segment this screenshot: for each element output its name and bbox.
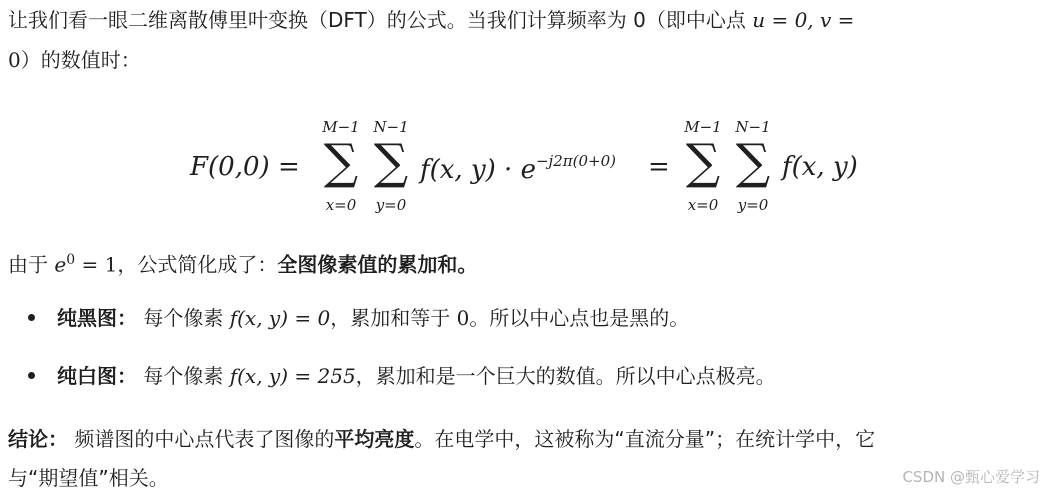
bullet-text-2: ，累加和是一个巨大的数值。所以中心点极亮。 xyxy=(355,364,776,388)
simplify-math-exp: 0 xyxy=(66,252,76,268)
formula-equals: = xyxy=(648,152,670,182)
conclusion-text: 频谱图的中心点代表了图像的 xyxy=(68,427,335,451)
bullet-math: f(x, y) = 255 xyxy=(229,364,356,388)
sum-y-2-upper: N−1 xyxy=(735,118,771,136)
formula-term-1 xyxy=(420,152,616,185)
sigma-symbol: ∑ xyxy=(735,134,771,190)
sigma-symbol: ∑ xyxy=(323,134,359,190)
bullet-math: f(x, y) = 0 xyxy=(229,306,331,330)
formula-lhs: F(0,0) = xyxy=(190,152,300,182)
conclusion-label: 结论： xyxy=(8,427,68,451)
sum-x-2 xyxy=(678,118,728,214)
formula-term-2: f(x, y) xyxy=(782,152,858,182)
bullet-label: 纯黑图： xyxy=(57,306,137,330)
sum-x-2-upper: M−1 xyxy=(684,118,722,136)
list-item xyxy=(28,304,689,332)
bullet-text-3: 。所以中心点也是黑的。 xyxy=(469,306,690,330)
bullet-text: 每个像素 xyxy=(137,364,230,388)
bullet-dot xyxy=(28,314,35,321)
conclusion-line-1 xyxy=(8,425,875,453)
sum-y-2 xyxy=(728,118,778,214)
intro-math-zero: 0 xyxy=(8,48,21,72)
sum-y-1-upper: N−1 xyxy=(373,118,409,136)
bullet-text: 每个像素 xyxy=(137,306,230,330)
bullet-dot xyxy=(28,372,35,379)
simplify-math-e: e xyxy=(54,252,67,277)
sum-x-1-upper: M−1 xyxy=(322,118,360,136)
intro-math-uv: u = 0, v = xyxy=(752,8,855,32)
sum-y-1 xyxy=(366,118,416,214)
sum-x-2-lower: x=0 xyxy=(687,196,719,214)
sum-y-1-lower: y=0 xyxy=(375,196,407,214)
intro-text-end: ）的数值时： xyxy=(20,48,141,72)
intro-line-1 xyxy=(8,6,854,34)
simplify-text: 由于 xyxy=(8,252,55,277)
formula-fxy-exp: f(x, y) · e xyxy=(420,155,536,185)
conclusion-text-2: 。在电学中，这被称为“直流分量”；在统计学中，它 xyxy=(414,427,876,451)
intro-line-2 xyxy=(8,46,141,74)
simplify-line xyxy=(8,246,477,279)
sum-x-1 xyxy=(316,118,366,214)
formula-exponent: −j2π(0+0) xyxy=(535,152,616,170)
csdn-watermark: CSDN @甄心爱学习 xyxy=(902,468,1040,486)
simplify-bold: 全图像素值的累加和。 xyxy=(277,252,478,277)
sigma-symbol: ∑ xyxy=(685,134,721,190)
sigma-symbol: ∑ xyxy=(373,134,409,190)
simplify-text-2: ，公式简化成了： xyxy=(117,252,278,277)
simplify-math-eq: = 1 xyxy=(75,252,118,277)
intro-text: 让我们看一眼二维离散傅里叶变换（DFT）的公式。当我们计算频率为 0（即中心点 xyxy=(8,8,753,32)
bullet-math-2: 0 xyxy=(456,306,470,330)
sum-y-2-lower: y=0 xyxy=(737,196,769,214)
conclusion-bold: 平均亮度 xyxy=(334,427,415,451)
dft-formula xyxy=(190,118,880,218)
conclusion-text-3: 与“期望值”相关。 xyxy=(8,466,169,490)
bullet-text-2: ，累加和等于 xyxy=(330,306,457,330)
bullet-label: 纯白图： xyxy=(57,364,137,388)
list-item xyxy=(28,362,776,390)
sum-x-1-lower: x=0 xyxy=(325,196,357,214)
conclusion-line-2 xyxy=(8,464,169,492)
